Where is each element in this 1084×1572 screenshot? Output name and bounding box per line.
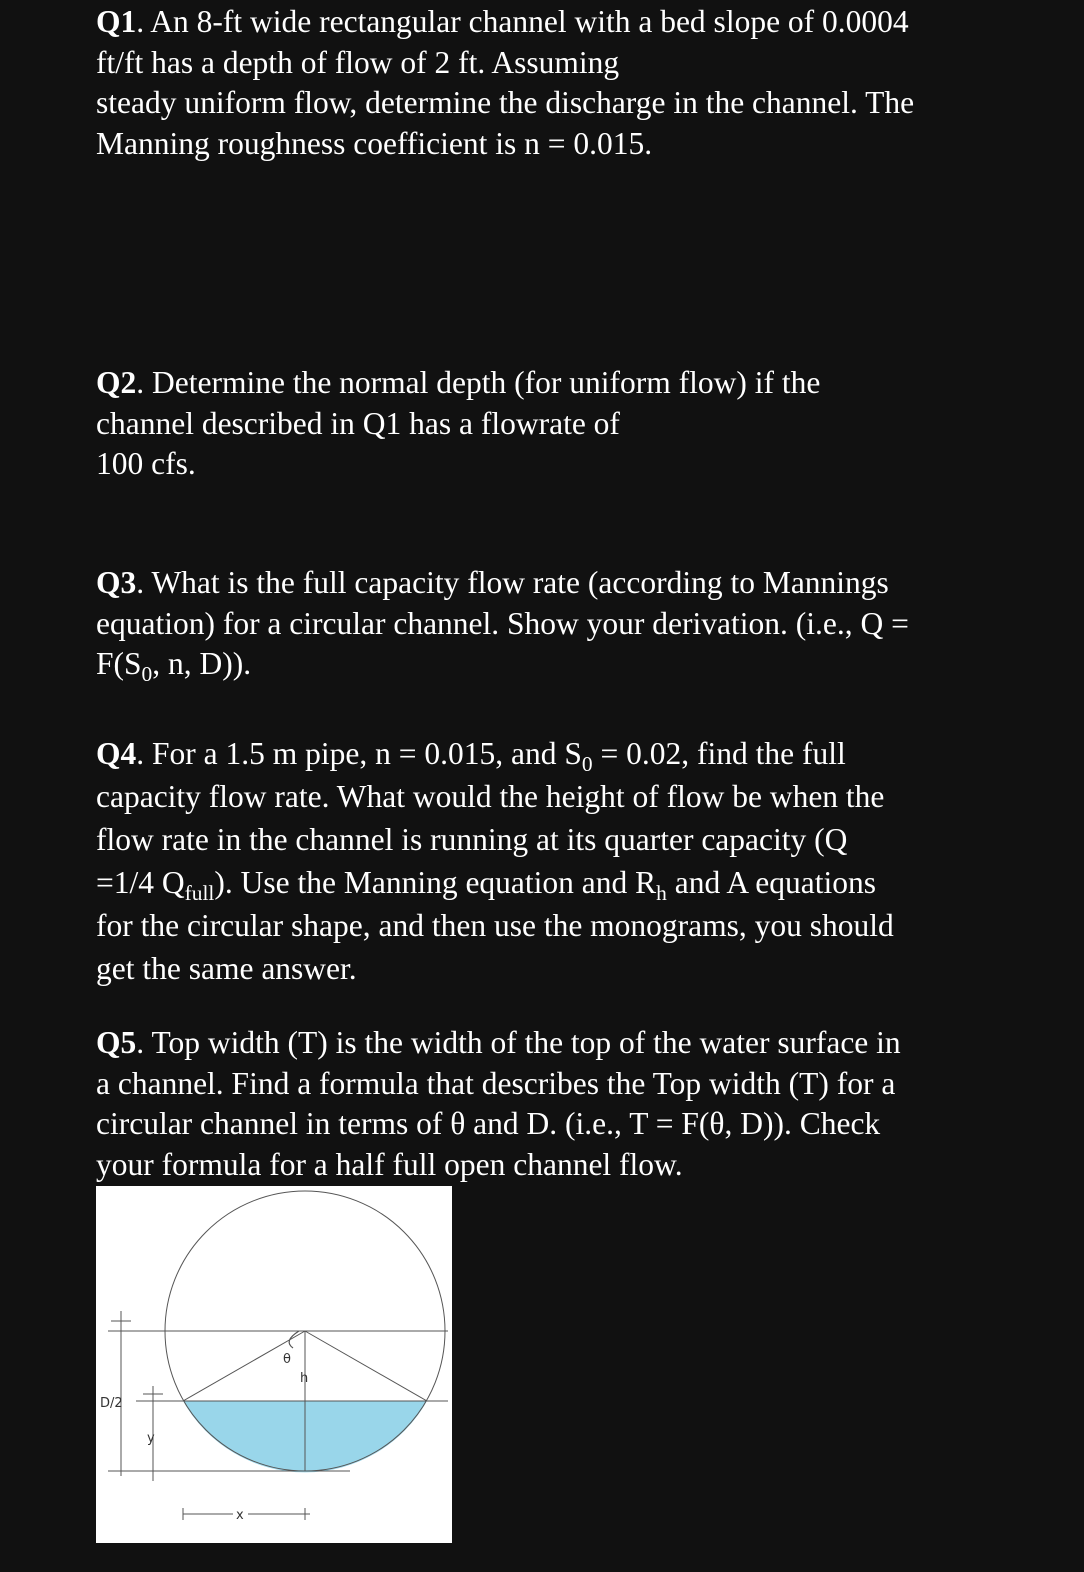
- question-5-line-4: your formula for a half full open channel flow.: [96, 1146, 683, 1182]
- question-4-line-4b: ). Use the Manning equation and R: [214, 865, 657, 900]
- subscript-h: h: [656, 880, 667, 905]
- question-5: [96, 1023, 996, 1185]
- circular-channel-diagram: [96, 1186, 452, 1543]
- question-1-label: Q1: [96, 4, 137, 39]
- question-1-line-2: ft/ft has a depth of flow of 2 ft. Assuming: [96, 44, 620, 80]
- question-4-line-4c: and A equations: [666, 865, 876, 900]
- question-3-line-3a: F(S: [96, 646, 142, 681]
- subscript-full: full: [184, 880, 215, 905]
- question-4-line-4a: =1/4 Q: [96, 865, 185, 900]
- y-label: y: [147, 1431, 155, 1446]
- question-3-line-3b: , n, D)).: [152, 646, 252, 681]
- question-2-line-2: channel described in Q1 has a flowrate of: [96, 405, 620, 441]
- question-4-line-3: flow rate in the channel is running at its quarter capacity (Q: [96, 822, 848, 857]
- question-3-line-1: . What is the full capacity flow rate (according to Mannings: [136, 565, 889, 600]
- question-4-line-1a: . For a 1.5 m pipe, n = 0.015, and S: [136, 736, 582, 771]
- question-2: [96, 363, 996, 485]
- question-4-line-6: get the same answer.: [96, 951, 357, 986]
- question-2-line-1: . Determine the normal depth (for uniform flow) if the: [136, 365, 821, 400]
- radius-right: [305, 1331, 427, 1401]
- question-5-line-3: circular channel in terms of θ and D. (i.e., T = F(θ, D)). Check: [96, 1106, 881, 1141]
- question-4: [96, 732, 996, 990]
- question-4-line-1b: = 0.02, find the full: [592, 736, 846, 771]
- question-4-label: Q4: [96, 736, 137, 771]
- h-label: h: [300, 1371, 309, 1386]
- circular-channel-figure: [96, 1186, 452, 1543]
- subscript-zero: 0: [581, 751, 593, 776]
- question-4-line-5: for the circular shape, and then use the monograms, you should: [96, 908, 894, 943]
- question-2-label: Q2: [96, 365, 137, 400]
- question-1-line-3: steady uniform flow, determine the discharge in the channel. The: [96, 85, 915, 120]
- subscript-zero: 0: [141, 661, 153, 686]
- question-1-line-1: . An 8-ft wide rectangular channel with a bed slope of 0.0004: [136, 4, 909, 39]
- d2-label: D/2: [100, 1396, 123, 1411]
- question-2-line-3: 100 cfs.: [96, 446, 196, 481]
- question-1-line-4: Manning roughness coefficient is n = 0.015.: [96, 125, 653, 161]
- question-3-line-2: equation) for a circular channel. Show your derivation. (i.e., Q =: [96, 605, 909, 641]
- question-3: [96, 563, 996, 685]
- theta-label: θ: [283, 1352, 291, 1367]
- question-5-label: Q5: [96, 1025, 137, 1060]
- question-4-line-2: capacity flow rate. What would the height of flow be when the: [96, 779, 885, 814]
- x-label: x: [236, 1508, 244, 1523]
- question-3-label: Q3: [96, 565, 137, 600]
- question-5-line-2: a channel. Find a formula that describes the Top width (T) for a: [96, 1065, 896, 1101]
- question-1: [96, 2, 996, 164]
- question-5-line-1: . Top width (T) is the width of the top of the water surface in: [136, 1025, 901, 1060]
